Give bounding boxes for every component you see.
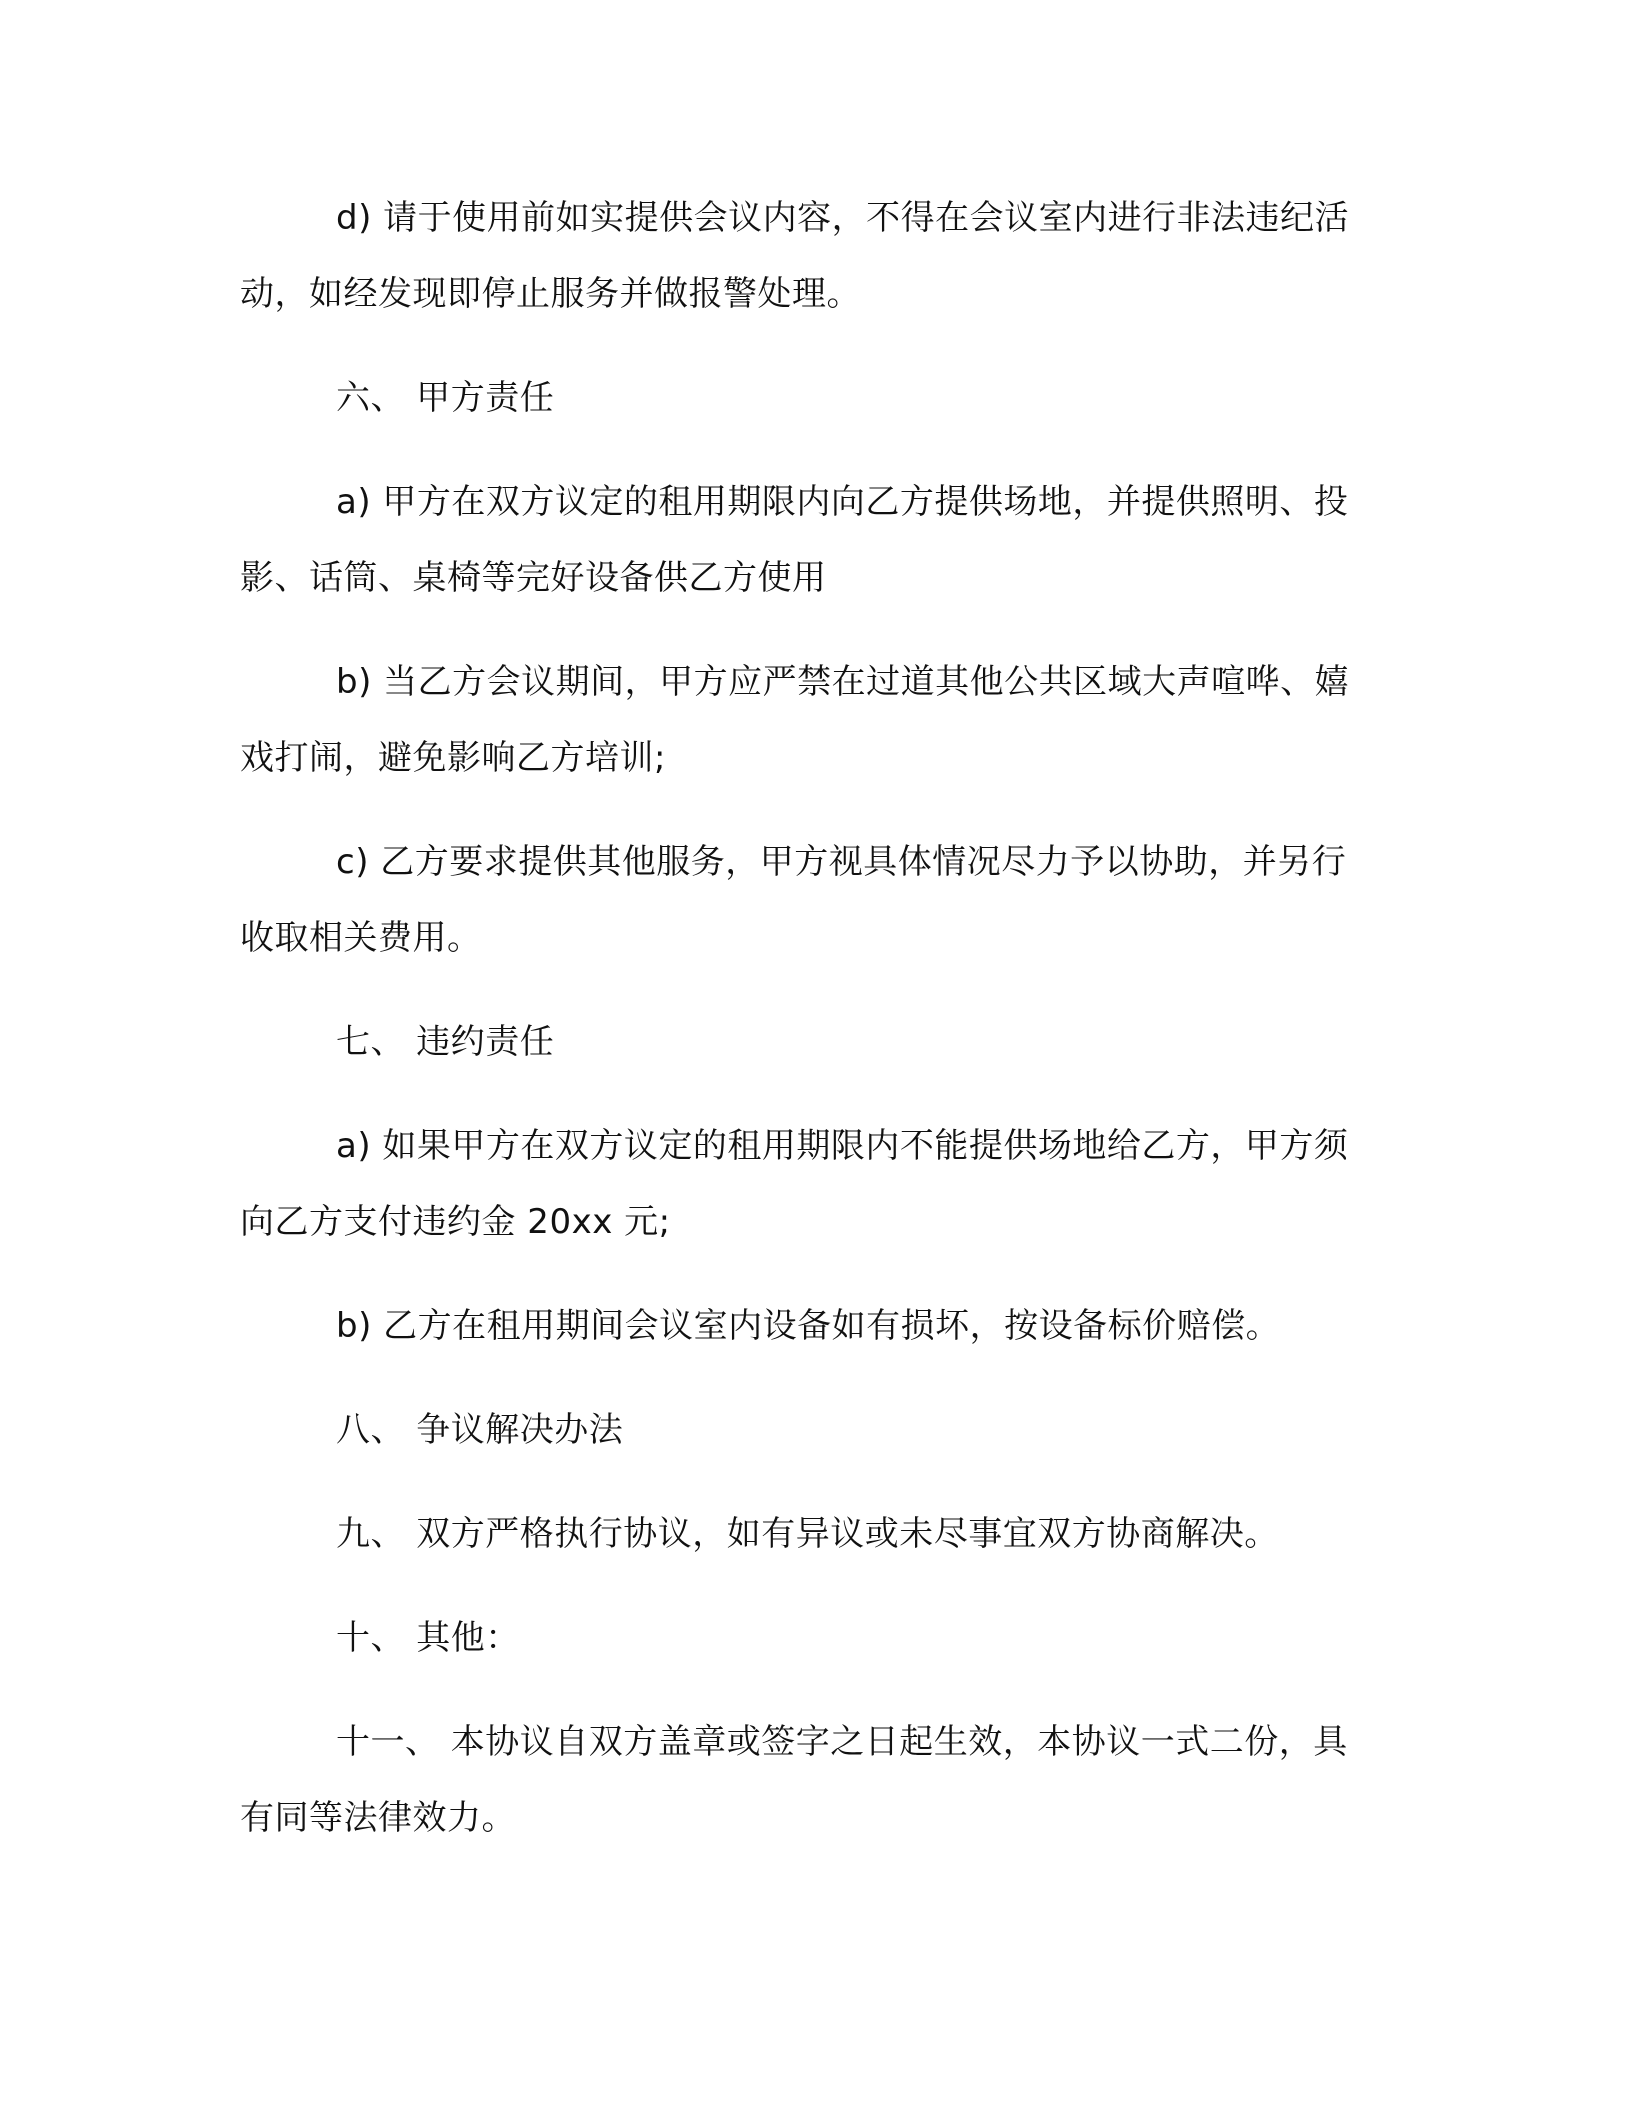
section-heading-breach: 七、 违约责任 (336, 1022, 555, 1062)
section-eleven-effective: 十一、 本协议自双方盖章或签字之日起生效，本协议一式二份，具有同等法律效力。 (240, 1722, 1348, 1838)
section-heading-other: 十、 其他： (336, 1618, 520, 1658)
clause-a-penalty: a) 如果甲方在双方议定的租用期限内不能提供场地给乙方，甲方须向乙方支付违约金 20xx 元; (240, 1126, 1349, 1242)
section-nine-execution: 九、 双方严格执行协议，如有异议或未尽事宜双方协商解决。 (336, 1514, 1279, 1554)
clause-d-meeting-content: d) 请于使用前如实提供会议内容，不得在会议室内进行非法违纪活动，如经发现即停止服务并做报警处理。 (240, 198, 1350, 314)
clause-c-other-services: c) 乙方要求提供其他服务，甲方视具体情况尽力予以协助，并另行收取相关费用。 (240, 842, 1347, 958)
clause-a-provide-venue: a) 甲方在双方议定的租用期限内向乙方提供场地，并提供照明、投影、话筒、桌椅等完好设备供乙方使用 (240, 482, 1349, 598)
clause-b-no-noise: b) 当乙方会议期间，甲方应严禁在过道其他公共区域大声喧哗、嬉戏打闹，避免影响乙方培训; (240, 662, 1350, 778)
clause-b-damage: b) 乙方在租用期间会议室内设备如有损坏，按设备标价赔偿。 (336, 1306, 1281, 1346)
section-heading-dispute: 八、 争议解决办法 (336, 1410, 624, 1450)
section-heading-party-a-duty: 六、 甲方责任 (336, 378, 555, 418)
document-body (240, 180, 1380, 1856)
